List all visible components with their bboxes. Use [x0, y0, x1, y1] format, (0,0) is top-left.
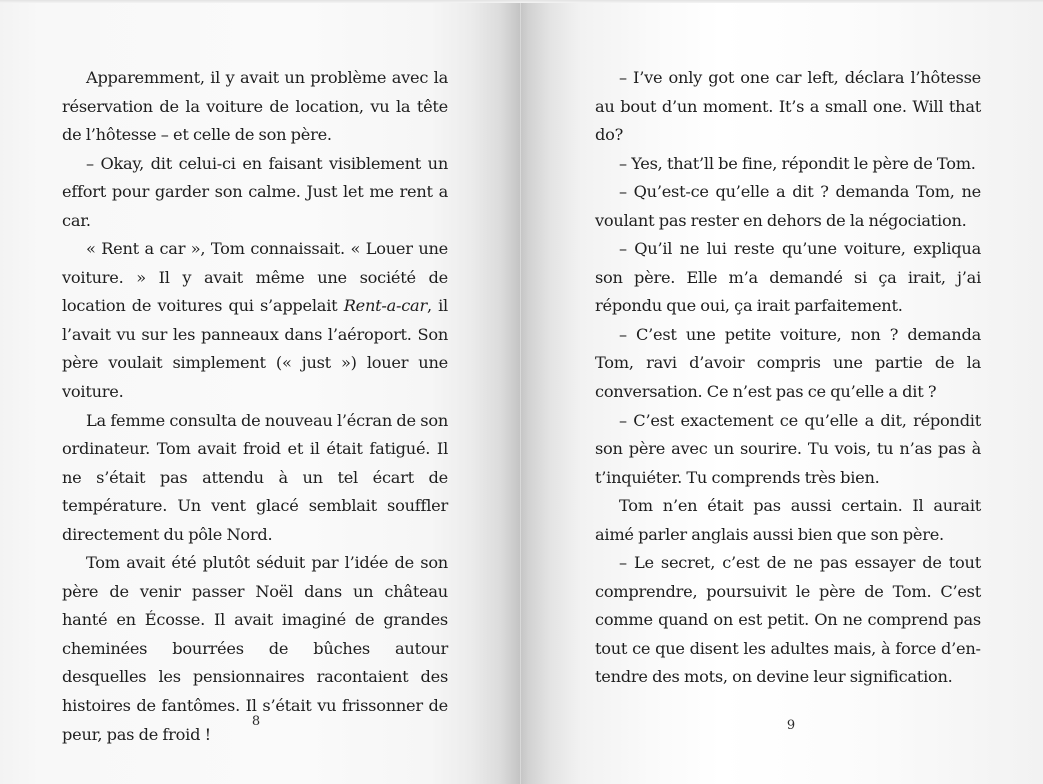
paragraph: – Qu’il ne lui reste qu’une voiture, expliqua son père. Elle m’a demandé si ça irait, j’ai répondu que oui, ça irait parfaitement.: [595, 239, 981, 316]
page-top-edge: [0, 0, 1043, 3]
paragraph: – Okay, dit celui-ci en faisant visiblement un effort pour garder son calme. Just let me rent a car.: [62, 153, 448, 230]
book-gutter: [520, 0, 521, 784]
right-page: [521, 0, 1043, 784]
page-number-right: 9: [786, 718, 796, 733]
paragraph: [62, 235, 448, 406]
paragraph: – I’ve only got one car left, déclara l’hôtesse au bout d’un moment. It’s a small one. Will that do?: [595, 68, 981, 145]
left-page-text: [62, 64, 448, 749]
italic-brand-name: Rent-a-car: [343, 296, 427, 316]
paragraph: – Yes, that’ll be fine, répondit le père de Tom.: [619, 153, 976, 173]
paragraph: – C’est exactement ce qu’elle a dit, répondit son père avec un sourire. Tu vois, tu n’as pas à t’inquiéter. Tu comprends très bien.: [595, 410, 981, 487]
left-page: [0, 0, 521, 784]
paragraph-text: « Rent a car », Tom connaissait. « Louer une voiture. » Il y avait même une société de location de voitures qui s’appelait: [62, 239, 448, 316]
right-page-text: [595, 64, 981, 692]
paragraph: – C’est une petite voiture, non ? demanda Tom, ravi d’avoir compris une partie de la conversation. Ce n’est pas ce qu’elle a dit ?: [595, 324, 981, 402]
paragraph: – Le secret, c’est de ne pas essayer de tout comprendre, poursuivit le père de Tom. C’est comme quand on est petit. On ne comprend pas tout ce que disent les adultes mais, à force d’entendre des mots, on devine leur signification.: [595, 553, 981, 687]
paragraph: Apparemment, il y avait un problème avec la réservation de la voiture de location, vu la tête de l’hôtesse – et celle de son père.: [62, 68, 448, 145]
page-number-left: 8: [251, 714, 261, 729]
paragraph-text: , il l’avait vu sur les panneaux dans l’aéroport. Son père voulait simplement (« just ») louer une voiture.: [62, 296, 448, 402]
paragraph: – Qu’est-ce qu’elle a dit ? demanda Tom, ne voulant pas rester en dehors de la négociation.: [595, 182, 981, 230]
paragraph: La femme consulta de nouveau l’écran de son ordinateur. Tom avait froid et il était fatigué. Il ne s’était pas attendu à un tel écart de température. Un vent glacé semblait souffler directement du pôle Nord.: [62, 410, 448, 544]
paragraph: Tom avait été plutôt séduit par l’idée de son père de venir passer Noël dans un château hanté en Écosse. Il avait imaginé de grandes cheminées bourrées de bûches autour desquelles les pensionnaires racontaient des histoires de fantômes. Il s’était vu frissonner de peur, pas de froid !: [62, 553, 448, 744]
paragraph: Tom n’en était pas aussi certain. Il aurait aimé parler anglais aussi bien que son père.: [595, 496, 981, 544]
